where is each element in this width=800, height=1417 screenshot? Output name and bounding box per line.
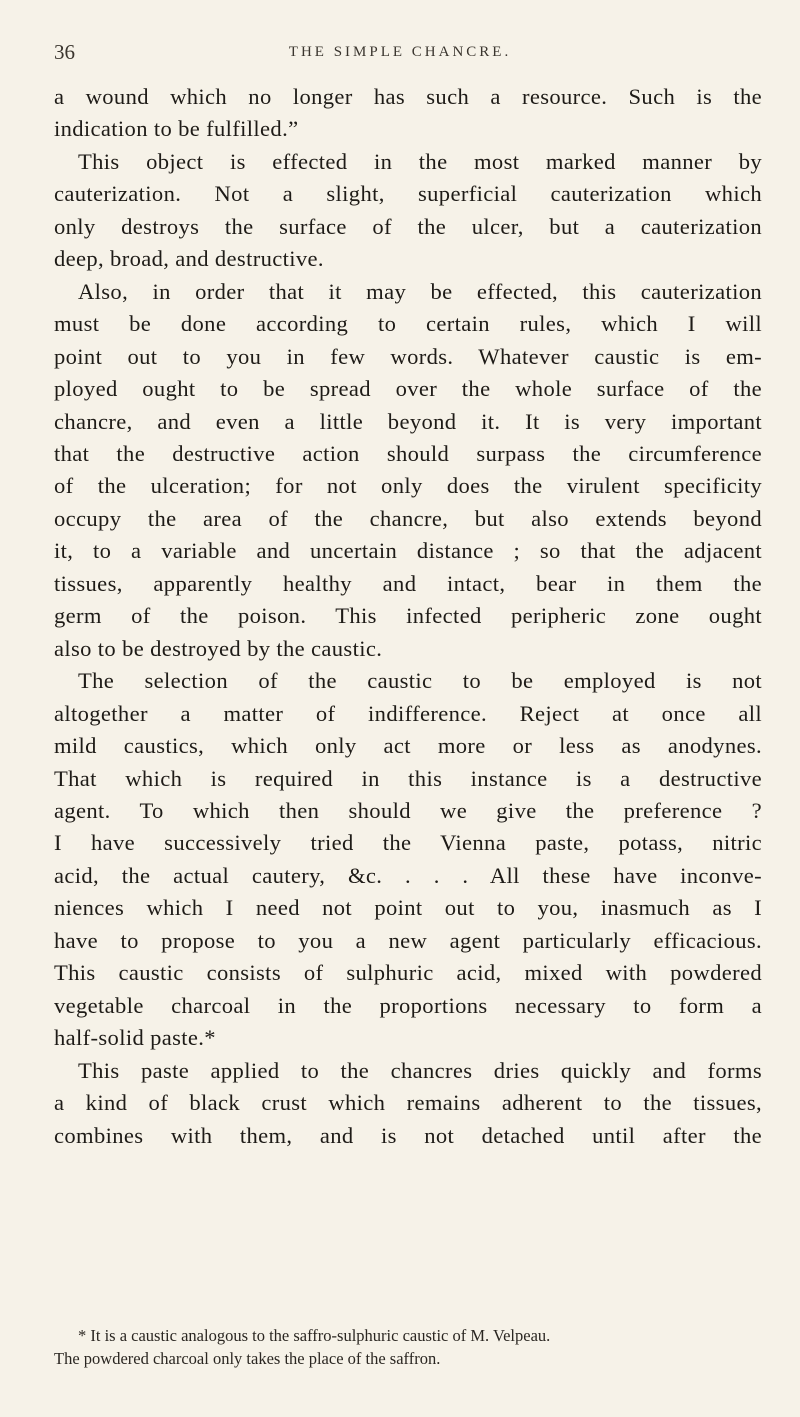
text-line: mild caustics, which only act more or less as anodynes. — [54, 733, 762, 759]
text-line: The selection of the caustic to be employed is not — [78, 668, 762, 694]
text-line: agent. To which then should we give the preference ? — [54, 797, 762, 823]
text-line: chancre, and even a little beyond it. It is very important — [54, 408, 762, 434]
text-line: ployed ought to be spread over the whole surface of the — [54, 376, 762, 402]
page-number: 36 — [54, 40, 75, 64]
footnote-line: * It is a caustic analogous to the saffro-sulphuric caustic of M. Velpeau. — [78, 1326, 551, 1345]
text-line: have to propose to you a new agent particularly efficacious. — [54, 927, 762, 953]
text-line: That which is required in this instance is a destructive — [54, 765, 762, 791]
text-line: that the destructive action should surpass the circumference — [54, 440, 762, 466]
text-line: half-solid paste.* — [54, 1025, 216, 1051]
footnote — [54, 1324, 762, 1370]
text-line: germ of the poison. This infected peripheric zone ought — [54, 603, 762, 629]
text-line: tissues, apparently healthy and intact, bear in them the — [54, 570, 762, 596]
text-line: must be done according to certain rules, which I will — [54, 311, 762, 337]
text-line: acid, the actual cautery, &c. . . . All these have inconve- — [54, 862, 762, 888]
text-line: Also, in order that it may be effected, this cauterization — [78, 278, 762, 304]
body-text — [54, 81, 762, 1152]
text-line: indication to be fulfilled.” — [54, 116, 299, 142]
text-line: a kind of black crust which remains adherent to the tissues, — [54, 1090, 762, 1116]
text-line: cauterization. Not a slight, superficial cauterization which — [54, 181, 762, 207]
page-header — [54, 40, 746, 68]
text-line: This paste applied to the chancres dries quickly and forms — [78, 1057, 762, 1083]
text-line: it, to a variable and uncertain distance ; so that the adjacent — [54, 538, 762, 564]
text-line: niences which I need not point out to you, inasmuch as I — [54, 895, 762, 921]
text-line: This caustic consists of sulphuric acid, mixed with powdered — [54, 960, 762, 986]
text-line: point out to you in few words. Whatever caustic is em- — [54, 343, 762, 369]
text-line: also to be destroyed by the caustic. — [54, 635, 383, 661]
text-line: of the ulceration; for not only does the virulent specificity — [54, 473, 762, 499]
text-line: vegetable charcoal in the proportions necessary to form a — [54, 992, 762, 1018]
text-line: This object is effected in the most marked manner by — [78, 148, 762, 174]
text-line: I have successively tried the Vienna paste, potass, nitric — [54, 830, 762, 856]
footnote-line: The powdered charcoal only takes the place of the saffron. — [54, 1349, 441, 1368]
text-line: only destroys the surface of the ulcer, but a cauterization — [54, 213, 762, 239]
text-line: a wound which no longer has such a resource. Such is the — [54, 84, 762, 109]
text-line: combines with them, and is not detached until after the — [54, 1122, 762, 1148]
text-line: occupy the area of the chancre, but also extends beyond — [54, 505, 762, 531]
text-line: deep, broad, and destructive. — [54, 246, 324, 272]
text-line: altogether a matter of indifference. Reject at once all — [54, 700, 762, 726]
running-head: THE SIMPLE CHANCRE. — [288, 44, 512, 60]
